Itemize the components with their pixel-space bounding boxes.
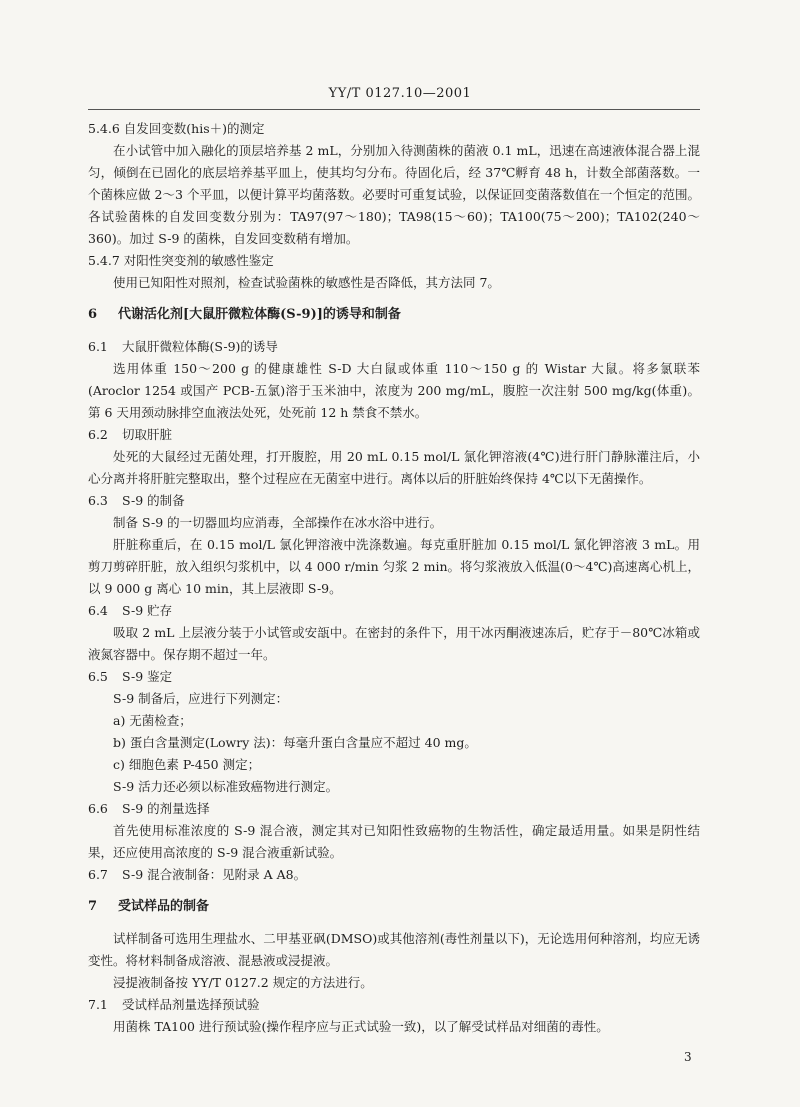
section-number: 6.7 (88, 867, 108, 882)
section-5-4-6-heading (88, 118, 700, 140)
section-number: 6.2 (88, 427, 108, 442)
section-6-4-heading (88, 600, 700, 622)
section-7-1-heading (88, 994, 700, 1016)
spacer (88, 294, 700, 304)
section-6-3-paragraph-1: 制备 S-9 的一切器皿均应消毒，全部操作在冰水浴中进行。 (113, 515, 443, 530)
section-title: S-9 的制备 (121, 493, 185, 508)
section-6-6-heading (88, 798, 700, 820)
section-6-2-heading (88, 424, 700, 446)
spacer (88, 886, 700, 896)
section-6-2-paragraph: 处死的大鼠经过无菌处理，打开腹腔，用 20 mL 0.15 mol/L 氯化钾溶液(4℃)进行肝门静脉灌注后，小心分离并将肝脏完整取出，整个过程应在无菌室中进行。离体以后的肝脏始终保持 4℃以下无菌操作。 (88, 449, 700, 486)
section-title: 受试样品的制备 (118, 899, 210, 914)
section-title: S-9 的剂量选择 (121, 801, 210, 816)
section-6-3-heading (88, 490, 700, 512)
section-6-5-paragraph-2: S-9 活力还必须以标准致癌物进行测定。 (113, 779, 339, 794)
section-6-4-paragraph: 吸取 2 mL 上层液分装于小试管或安瓿中。在密封的条件下，用干冰丙酮液速冻后，贮存于－80℃冰箱或液氮容器中。保存期不超过一年。 (88, 625, 700, 662)
list-item: b) 蛋白含量测定(Lowry 法)：每毫升蛋白含量应不超过 40 mg。 (113, 735, 477, 750)
spacer (88, 918, 700, 928)
list-item: a) 无菌检查； (113, 713, 192, 728)
list-item: c) 细胞色素 P-450 测定； (113, 757, 261, 772)
page-content (88, 118, 700, 1038)
section-number: 6.1 (88, 339, 108, 354)
section-number: 7 (88, 899, 98, 914)
section-title: 切取肝脏 (121, 427, 172, 442)
section-number: 6.3 (88, 493, 108, 508)
section-6-5-heading (88, 666, 700, 688)
section-number: 5.4.7 (88, 253, 120, 268)
section-number: 6.6 (88, 801, 108, 816)
section-7-paragraph-1: 试样制备可选用生理盐水、二甲基亚砜(DMSO)或其他溶剂(毒性剂量以下)，无论选用何种溶剂，均应无诱变性。将材料制备成溶液、混悬液或浸提液。 (88, 931, 700, 968)
section-title: S-9 贮存 (121, 603, 173, 618)
page-number: 3 (684, 1050, 692, 1064)
spacer (88, 326, 700, 336)
section-6-3-paragraph-2: 肝脏称重后，在 0.15 mol/L 氯化钾溶液中洗涤数遍。每克重肝脏加 0.15 mol/L 氯化钾溶液 3 mL。用剪刀剪碎肝脏，放入组织匀浆机中，以 4 000 r/min 匀浆 2 min。将匀浆液放入低温(0～4℃)高速离心机上，以 9 000 g 离心 10 min，其上层液即 S-9。 (88, 537, 700, 596)
section-title: 受试样品剂量选择预试验 (121, 997, 260, 1012)
section-5-4-7-paragraph: 使用已知阳性对照剂，检查试验菌株的敏感性是否降低，其方法同 7。 (113, 275, 500, 290)
section-number: 7.1 (88, 997, 108, 1012)
document-code-header: YY/T 0127.10—2001 (328, 86, 472, 101)
section-6-7-heading (88, 864, 700, 886)
section-5-4-6-paragraph: 在小试管中加入融化的顶层培养基 2 mL，分别加入待测菌株的菌液 0.1 mL，迅速在高速液体混合器上混匀，倾倒在已固化的底层培养基平皿上，使其均匀分布。待固化后，经 37℃孵育 48 h，计数全部菌落数。一个菌株应做 2～3 个平皿，以便计算平均菌落数。必要时可重复试验，以保证回变菌落数值在一个恒定的范围。各试验菌株的自发回变数分别为：TA97(97～180)；TA98(15～60)；TA100(75～200)；TA102(240～360)。加过 S-9 的菌株，自发回变数稍有增加。 (88, 143, 700, 246)
section-7-1-paragraph: 用菌株 TA100 进行预试验(操作程序应与正式试验一致)，以了解受试样品对细菌的毒性。 (113, 1019, 609, 1034)
section-title: 自发回变数(his＋)的测定 (123, 121, 265, 136)
section-6-1-paragraph: 选用体重 150～200 g 的健康雄性 S-D 大白鼠或体重 110～150 g 的 Wistar 大鼠。将多氯联苯(Aroclor 1254 或国产 PCB-五氯)溶于玉米油中，浓度为 200 mg/mL，腹腔一次注射 500 mg/kg(体重)。第 6 天用颈动脉排空血液法处死，处死前 12 h 禁食不禁水。 (88, 361, 700, 420)
section-title: 大鼠肝微粒体酶(S-9)的诱导 (121, 339, 278, 354)
section-number: 5.4.6 (88, 121, 120, 136)
section-title: 对阳性突变剂的敏感性鉴定 (123, 253, 274, 268)
section-number: 6.5 (88, 669, 108, 684)
section-7-paragraph-2: 浸提液制备按 YY/T 0127.2 规定的方法进行。 (113, 975, 373, 990)
section-6-6-paragraph: 首先使用标准浓度的 S-9 混合液，测定其对已知阳性致癌物的生物活性，确定最适用量。如果是阴性结果，还应使用高浓度的 S-9 混合液重新试验。 (88, 823, 700, 860)
section-5-4-7-heading (88, 250, 700, 272)
section-number: 6 (88, 307, 98, 322)
section-7-heading (88, 896, 700, 918)
section-6-1-heading (88, 336, 700, 358)
section-6-5-paragraph-1: S-9 制备后，应进行下列测定： (113, 691, 289, 706)
section-title: 代谢活化剂[大鼠肝微粒体酶(S-9)]的诱导和制备 (118, 307, 401, 322)
section-title: S-9 鉴定 (121, 669, 173, 684)
section-6-heading (88, 304, 700, 326)
section-number: 6.4 (88, 603, 108, 618)
header-rule (88, 109, 700, 110)
section-title: S-9 混合液制备：见附录 A A8。 (121, 867, 307, 882)
